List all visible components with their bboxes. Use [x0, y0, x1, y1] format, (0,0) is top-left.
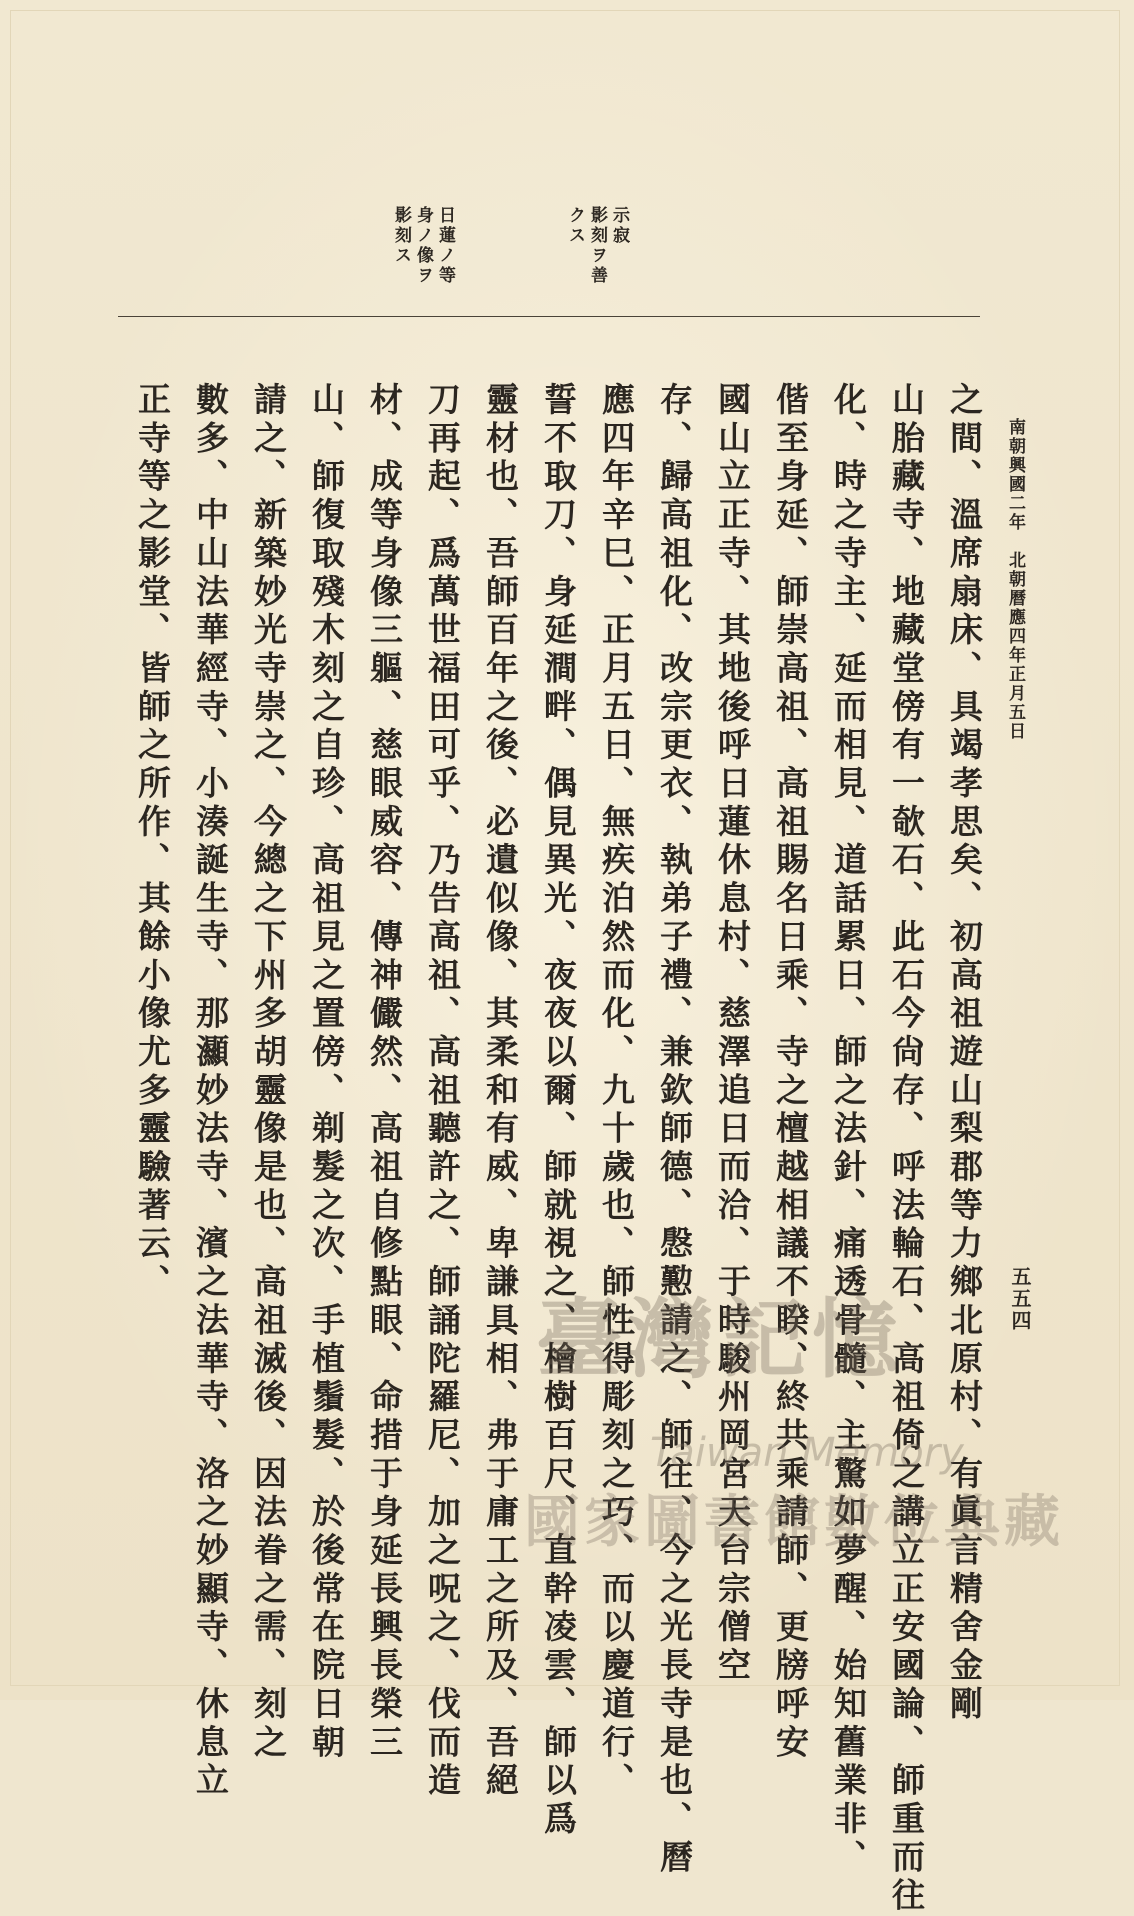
- body-column: 請之、新築妙光寺崇之、今總之下州多胡靈像是也、高祖滅後、因法眷之需、刻之: [249, 382, 288, 1763]
- body-column: 正寺等之影堂、皆師之所作、其餘小像尤多靈驗著云、: [133, 382, 172, 1303]
- body-column: 山胎藏寺、地藏堂傍有一欹石、此石今尙存、呼法輪石、高祖倚之講立正安國論、師重而往: [887, 382, 926, 1916]
- running-head: 南朝興國二年 北朝曆應四年正月五日: [1005, 418, 1025, 741]
- body-column: 材、成等身像三軀、慈眼威容、傳神儼然、高祖自修點眼、命措于身延長興長榮三: [365, 382, 404, 1763]
- note-divider-rule: [118, 316, 980, 317]
- watermark-calligraphy: 臺灣記憶: [536, 1289, 904, 1390]
- watermark-english: Taiwan Memory: [650, 1430, 964, 1476]
- body-column: 山、師復取殘木刻之自珍、高祖見之置傍、剃髮之次、手植鬚髮、於後常在院日朝: [307, 382, 346, 1763]
- body-column: 存、歸高祖化、改宗更衣、執弟子禮、兼欽師德、慇懃請之、師往、今之光長寺是也、曆: [655, 382, 694, 1878]
- body-column: 數多、中山法華經寺、小湊誕生寺、那灦妙法寺、濱之法華寺、洛之妙顯寺、休息立: [191, 382, 230, 1801]
- body-column: 國山立正寺、其地後呼日蓮休息村、慈澤追日而洽、于時駿州岡宮天台宗僧空: [713, 382, 752, 1686]
- body-column: 誓不取刀、身延澗畔、偶見異光、夜夜以爾、師就視之、檜樹百尺、直幹凌雲、師以爲: [539, 382, 578, 1840]
- margin-note-line: 示寂: [609, 206, 629, 246]
- body-column: 靈材也、吾師百年之後、必遺似像、其柔和有威、卑謙具相、弗于庸工之所及、吾絕: [481, 382, 520, 1801]
- body-column: 刀再起、爲萬世福田可乎、乃告高祖、高祖聽許之、師誦陀羅尼、加之呪之、伐而造: [423, 382, 462, 1801]
- body-column: 偕至身延、師崇高祖、高祖賜名日乘、寺之檀越相議不睽、終共乘請師、更牓呼安: [771, 382, 810, 1763]
- watermark-library: 國家圖書館數位典藏: [524, 1490, 1064, 1555]
- margin-note-line: 日蓮ノ等: [435, 206, 455, 286]
- margin-note-line: クス: [565, 206, 585, 246]
- body-column: 化、時之寺主、延而相見、道話累日、師之法針、痛透骨髓、主驚如夢醒、始知舊業非、: [829, 382, 868, 1878]
- body-column: 之間、溫席扇床、具竭孝思矣、初高祖遊山梨郡等力鄉北原村、有眞言精舍金剛: [945, 382, 984, 1725]
- margin-note-line: 身ノ像ヲ: [413, 206, 433, 286]
- body-column: 應四年辛巳、正月五日、無疾泊然而化、九十歲也、師性得彫刻之巧、而以慶道行、: [597, 382, 636, 1801]
- margin-note-line: 影刻ヲ善: [587, 206, 607, 286]
- page-number: 五五四: [1008, 1266, 1032, 1332]
- margin-note-line: 影刻ス: [391, 206, 411, 266]
